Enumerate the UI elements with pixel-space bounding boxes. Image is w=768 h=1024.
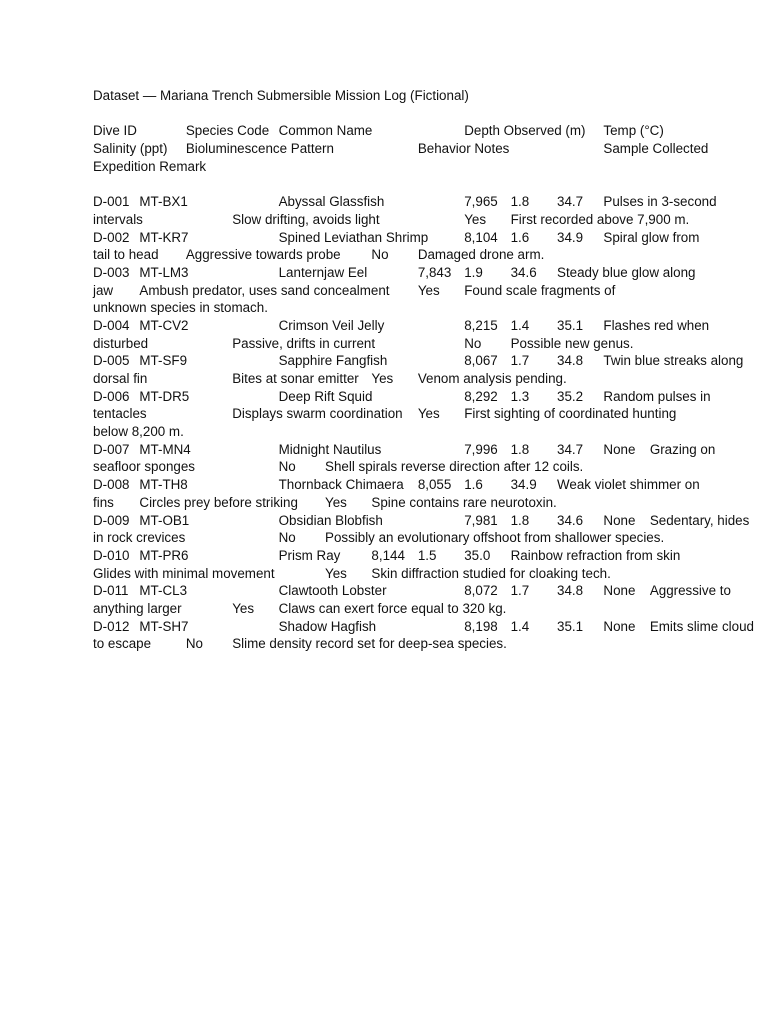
record-line: D-002 MT-KR7 Spined Leviathan Shrimp 8,104 1.6 34.9 Spiral glow from (93, 229, 700, 245)
record-line: jaw Ambush predator, uses sand concealment Yes Found scale fragments of (93, 282, 616, 298)
record-line: D-004 MT-CV2 Crimson Veil Jelly 8,215 1.4 35.1 Flashes red when (93, 317, 710, 333)
record-line: Glides with minimal movement Yes Skin diffraction studied for cloaking tech. (93, 565, 611, 581)
document-body (93, 87, 754, 653)
record-line: in rock crevices No Possibly an evolutionary offshoot from shallower species. (93, 530, 665, 546)
record-line: D-012 MT-SH7 Shadow Hagfish 8,198 1.4 35.1 None Emits slime cloud (93, 618, 754, 634)
record-line: disturbed Passive, drifts in current No Possible new genus. (93, 335, 634, 351)
column-header-line: Dive ID Species Code Common Name Depth Observed (m) Temp (°C) (93, 123, 664, 139)
record-line: tentacles Displays swarm coordination Yes First sighting of coordinated hunting (93, 406, 677, 422)
record-line: D-008 MT-TH8 Thornback Chimaera 8,055 1.6 34.9 Weak violet shimmer on (93, 477, 700, 493)
blank-line (93, 175, 683, 193)
record-line: tail to head Aggressive towards probe No Damaged drone arm. (93, 247, 545, 263)
record-line: anything larger Yes Claws can exert force equal to 320 kg. (93, 600, 507, 616)
column-header-line: Salinity (ppt) Bioluminescence Pattern Behavior Notes Sample Collected (93, 141, 709, 157)
document-title: Dataset — Mariana Trench Submersible Mission Log (Fictional) (93, 88, 469, 103)
record-line: D-006 MT-DR5 Deep Rift Squid 8,292 1.3 35.2 Random pulses in (93, 388, 711, 404)
record-line: D-001 MT-BX1 Abyssal Glassfish 7,965 1.8 34.7 Pulses in 3-second (93, 194, 717, 210)
record-line: D-010 MT-PR6 Prism Ray 8,144 1.5 35.0 Rainbow refraction from skin (93, 547, 681, 563)
record-line: below 8,200 m. (93, 424, 184, 440)
blank-line (93, 105, 683, 123)
record-line: D-003 MT-LM3 Lanternjaw Eel 7,843 1.9 34.6 Steady blue glow along (93, 264, 696, 280)
record-line: intervals Slow drifting, avoids light Yes First recorded above 7,900 m. (93, 211, 690, 227)
record-line: D-007 MT-MN4 Midnight Nautilus 7,996 1.8 34.7 None Grazing on (93, 441, 716, 457)
record-line: unknown species in stomach. (93, 300, 268, 316)
record-line: fins Circles prey before striking Yes Spine contains rare neurotoxin. (93, 494, 557, 510)
record-line: D-009 MT-OB1 Obsidian Blobfish 7,981 1.8 34.6 None Sedentary, hides (93, 512, 750, 528)
record-line: D-011 MT-CL3 Clawtooth Lobster 8,072 1.7 34.8 None Aggressive to (93, 583, 731, 599)
record-line: D-005 MT-SF9 Sapphire Fangfish 8,067 1.7 34.8 Twin blue streaks along (93, 353, 744, 369)
record-line: to escape No Slime density record set for deep-sea species. (93, 636, 507, 652)
column-header-line: Expedition Remark (93, 158, 207, 174)
record-line: dorsal fin Bites at sonar emitter Yes Venom analysis pending. (93, 371, 567, 386)
record-line: seafloor sponges No Shell spirals reverse direction after 12 coils. (93, 459, 584, 475)
